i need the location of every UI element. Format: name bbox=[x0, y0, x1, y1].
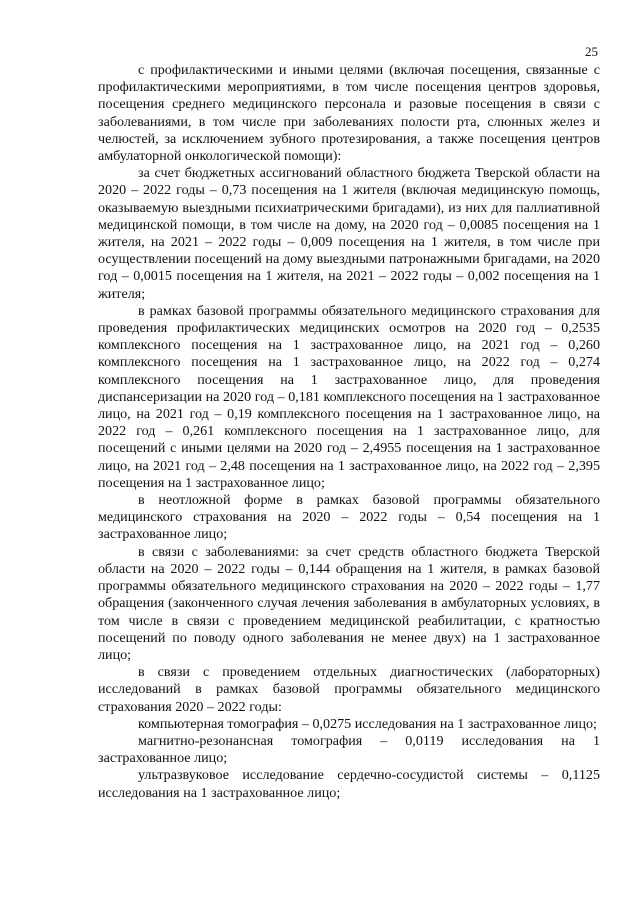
paragraph-4: в неотложной форме в рамках базовой программы обязательного медицинского страхования на 2020 – 2022 годы – 0,54 посещения на 1 застрахованное лицо; bbox=[98, 492, 600, 543]
paragraph-8: магнитно-резонансная томография – 0,0119 исследования на 1 застрахованное лицо; bbox=[98, 732, 600, 767]
paragraph-3: в рамках базовой программы обязательного медицинского страхования для проведения профилактических медицинских осмотров на 2020 год – 0,2535 комплексного посещения на 1 застрахованное лицо, на 2021 год – 0,260 комплексного посещения на 1 застрахованное лицо, на 2022 год – 0,274 комплексного посещения на 1 застрахованное лицо, для проведения диспансеризации на 2020 год – 0,181 комплексного посещения на 1 застрахованное лицо, на 2021 год – 0,19 комплексного посещения на 1 застрахованное лицо, на 2022 год – 0,261 комплексного посещения на 1 застрахованное лицо, для посещений с иными целями на 2020 год – 2,4955 посещения на 1 застрахованное лицо, на 2021 год – 2,48 посещения на 1 застрахованное лицо, на 2022 год – 2,395 посещения на 1 застрахованное лицо; bbox=[98, 302, 600, 491]
page-number: 25 bbox=[585, 44, 598, 59]
paragraph-2: за счет бюджетных ассигнований областного бюджета Тверской области на 2020 – 2022 годы – 0,73 посещения на 1 жителя (включая медицинскую помощь, оказываемую выездными психиатрическими бригадами), из них для паллиативной медицинской помощи, в том числе на дому, на 2020 год – 0,0085 посещения на 1 жителя, на 2021 – 2022 годы – 0,009 посещения на 1 жителя, в том числе при осуществлении посещений на дому выездными патронажными бригадами, на 2020 год – 0,0015 посещения на 1 жителя, на 2021 – 2022 годы – 0,002 посещения на 1 жителя; bbox=[98, 165, 600, 302]
paragraph-9: ультразвуковое исследование сердечно-сосудистой системы – 0,1125 исследования на 1 застрахованное лицо; bbox=[98, 767, 600, 801]
paragraph-1: с профилактическими и иными целями (включая посещения, связанные с профилактическими мероприятиями, в том числе посещения центров здоровья, посещения среднего медицинского персонала и разовые посещения в связи с заболеваниями, в том числе при заболеваниях полости рта, слюнных желез и челюстей, за исключением зубного протезирования, а также посещения центров амбулаторной онкологической помощи): bbox=[98, 62, 600, 165]
paragraph-5: в связи с заболеваниями: за счет средств областного бюджета Тверской области на 2020 – 2022 годы – 0,144 обращения на 1 жителя, в рамках базовой программы обязательного медицинского страхования на 2020 – 2022 годы – 1,77 обращения (законченного случая лечения заболевания в амбулаторных условиях, в том числе в связи с проведением медицинской реабилитации, с кратностью посещений по поводу одного заболевания не менее двух) на 1 застрахованное лицо; bbox=[98, 543, 600, 663]
paragraph-7: компьютерная томография – 0,0275 исследования на 1 застрахованное лицо; bbox=[138, 715, 597, 732]
document-body bbox=[98, 62, 600, 802]
paragraph-6: в связи с проведением отдельных диагностических (лабораторных) исследований в рамках базовой программы обязательного медицинского страхования 2020 – 2022 годы: bbox=[98, 664, 600, 715]
